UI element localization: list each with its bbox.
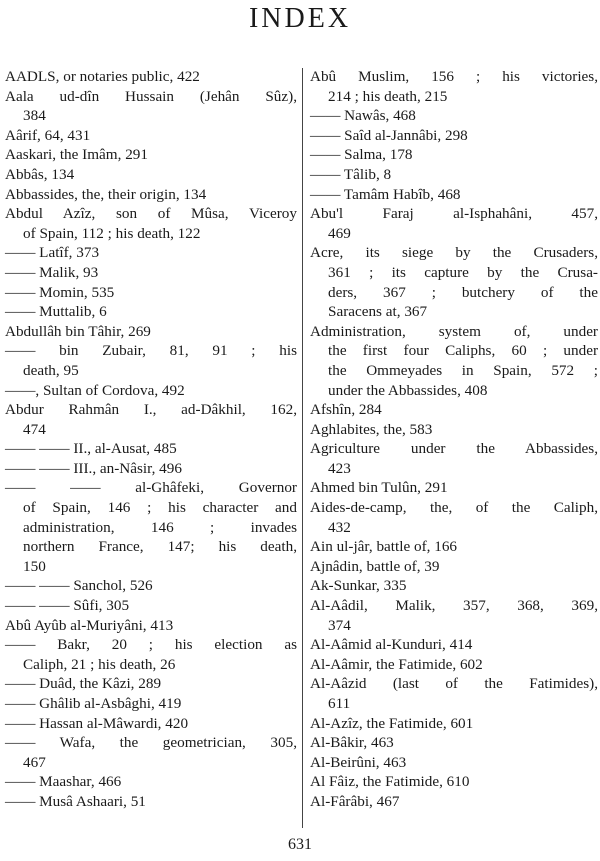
index-entry-line: Saracens at, 367	[328, 303, 428, 321]
index-entry-line: AADLS, or notaries public, 422	[5, 68, 200, 85]
index-entry-line: 214 ; his death, 215	[328, 87, 448, 105]
index-entry-line: —— —— Sanchol, 526	[5, 577, 153, 595]
index-entry-line: 423	[328, 459, 351, 477]
index-entry-line: Administration, system of, under	[310, 322, 598, 340]
index-entry-line: 474	[23, 420, 46, 438]
index-entry-line: ——, Sultan of Cordova, 492	[5, 381, 185, 399]
index-entry-line: Al-Aâmir, the Fatimide, 602	[310, 655, 483, 673]
index-entry-line: Aala ud-dîn Hussain (Jehân Sûz),	[5, 87, 297, 105]
index-entry-line: 432	[328, 518, 351, 536]
index-entry-line: Abdul Azîz, son of Mûsa, Viceroy	[5, 205, 297, 223]
index-entry-line: Al-Bâkir, 463	[310, 734, 394, 752]
index-entry-line: Abu'l Faraj al-Isphahâni, 457,	[310, 205, 598, 223]
column-divider	[302, 68, 303, 828]
index-entry-line: Al-Aâmid al-Kunduri, 414	[310, 636, 473, 654]
index-entry-line: Afshîn, 284	[310, 401, 382, 419]
index-entry-line: of Spain, 146 ; his character and	[23, 499, 297, 517]
index-entry-line: Ahmed bin Tulûn, 291	[310, 479, 448, 497]
index-entry-line: 374	[328, 616, 351, 634]
index-entry-line: 150	[23, 557, 46, 575]
index-entry-line: Abbassides, the, their origin, 134	[5, 185, 207, 203]
index-column-left	[5, 67, 297, 812]
index-entry-line: 384	[23, 107, 46, 125]
index-entry-line: under the Abbassides, 408	[328, 381, 488, 399]
index-entry-line: —— Hassan al-Mâwardi, 420	[5, 714, 189, 732]
index-entry-line: —— Wafa, the geometrician, 305,	[5, 734, 297, 752]
index-entry-line: —— Musâ Ashaari, 51	[5, 792, 146, 810]
index-entry-line: —— Nawâs, 468	[310, 107, 416, 125]
index-entry-line: Ajnâdin, battle of, 39	[310, 557, 440, 575]
index-entry-line: —— Maashar, 466	[5, 773, 122, 791]
index-entry-line: ders, 367 ; butchery of the	[328, 283, 598, 301]
index-entry-line: Al-Aâzid (last of the Fatimides),	[310, 675, 598, 693]
index-entry-line: Aaskari, the Imâm, 291	[5, 146, 148, 164]
index-entry-line: —— Latîf, 373	[5, 244, 100, 262]
index-entry-line: 467	[23, 753, 46, 771]
index-entry-line: northern France, 147; his death,	[23, 538, 297, 556]
index-entry-line: 469	[328, 224, 351, 242]
index-entry-line: —— Duâd, the Kâzi, 289	[5, 675, 162, 693]
index-entry-line: Abû Muslim, 156 ; his victories,	[310, 68, 598, 85]
index-entry-line: Agriculture under the Abbassides,	[310, 440, 598, 458]
index-entry-line: —— Saîd al-Jannâbi, 298	[310, 126, 468, 144]
index-entry-line: —— Tamâm Habîb, 468	[310, 185, 461, 203]
index-entry-line: —— Malik, 93	[5, 263, 99, 281]
index-entry-line: Caliph, 21 ; his death, 26	[23, 655, 176, 673]
page-title: INDEX	[248, 3, 352, 34]
index-entry-line: —— —— III., an-Nâsir, 496	[5, 459, 182, 477]
index-entry-line: —— —— II., al-Ausat, 485	[5, 440, 177, 458]
index-entry-line: —— Tâlib, 8	[310, 165, 392, 183]
index-entry-line: Al-Aâdil, Malik, 357, 368, 369,	[310, 597, 598, 615]
index-entry-line: Aghlabites, the, 583	[310, 420, 433, 438]
index-entry-line: Al-Azîz, the Fatimide, 601	[310, 714, 474, 732]
index-entry-line: administration, 146 ; invades	[23, 518, 297, 536]
index-entry-line: —— Bakr, 20 ; his election as	[5, 636, 297, 654]
index-entry-line: Al-Fârâbi, 467	[310, 792, 400, 810]
index-entry-line: —— Momin, 535	[5, 283, 115, 301]
index-entry-line: Ain ul-jâr, battle of, 166	[310, 538, 458, 556]
index-entry-line: —— bin Zubair, 81, 91 ; his	[5, 342, 297, 360]
page-number: 631	[288, 836, 312, 853]
index-entry-line: Abû Ayûb al-Muriyâni, 413	[5, 616, 174, 634]
index-entry-line: —— Salma, 178	[310, 146, 413, 164]
index-entry-line: Abdur Rahmân I., ad-Dâkhil, 162,	[5, 401, 297, 419]
index-entry-line: death, 95	[23, 361, 79, 379]
index-entry-line: 361 ; its capture by the Crusa-	[328, 263, 598, 281]
index-entry-line: Ak-Sunkar, 335	[310, 577, 407, 595]
index-entry-line: Abdullâh bin Tâhir, 269	[5, 322, 151, 340]
index-entry-line: 611	[328, 695, 351, 712]
index-entry-line: —— Muttalib, 6	[5, 303, 107, 321]
index-entry-line: Aârif, 64, 431	[5, 126, 91, 144]
index-entry-line: Acre, its siege by the Crusaders,	[310, 244, 598, 262]
index-entry-line: Aides-de-camp, the, of the Caliph,	[310, 499, 598, 517]
index-entry-line: —— —— al-Ghâfeki, Governor	[5, 479, 297, 497]
index-entry-line: Abbâs, 134	[5, 165, 75, 183]
index-column-right	[310, 67, 598, 812]
index-entry-line: the first four Caliphs, 60 ; under	[328, 342, 598, 360]
index-entry-line: the Ommeyades in Spain, 572 ;	[328, 361, 598, 379]
index-entry-line: —— —— Sûfi, 305	[5, 597, 130, 615]
index-entry-line: Al-Beirûni, 463	[310, 753, 407, 771]
index-entry-line: —— Ghâlib al-Asbâghi, 419	[5, 695, 182, 712]
index-entry-line: of Spain, 112 ; his death, 122	[23, 224, 201, 242]
index-entry-line: Al Fâiz, the Fatimide, 610	[310, 773, 470, 791]
